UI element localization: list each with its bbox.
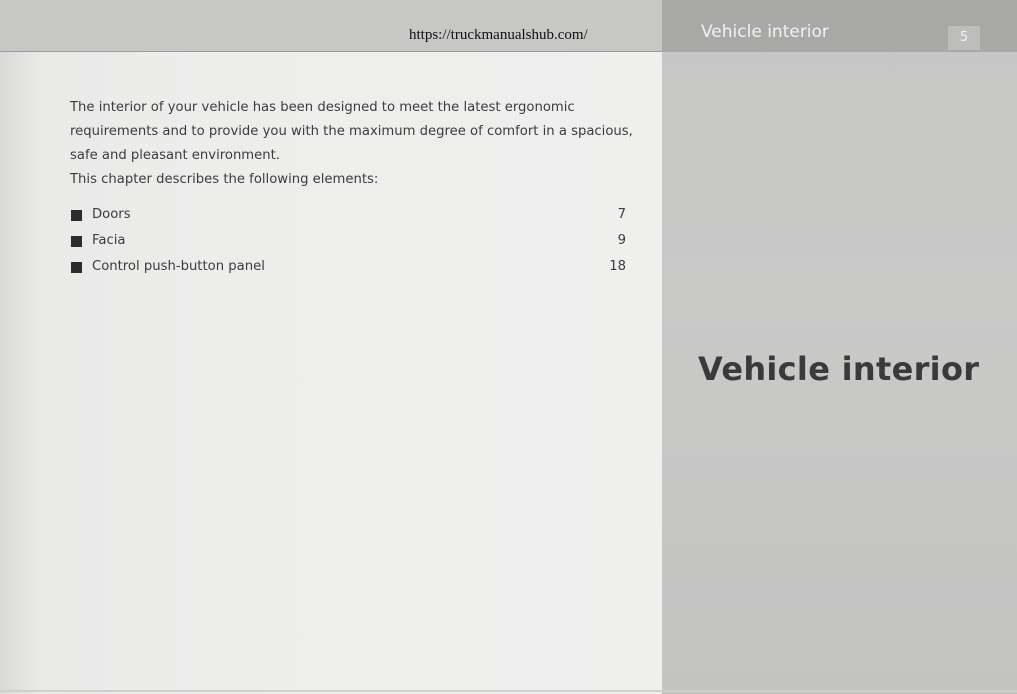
toc-item-doors <box>70 202 626 228</box>
chapter-contents-list <box>70 202 626 280</box>
toc-item-page: 7 <box>617 207 626 222</box>
intro-line: The interior of your vehicle has been designed to meet the latest ergonomic <box>70 100 575 115</box>
header-url-link[interactable]: https://truckmanualshub.com/ <box>409 27 588 43</box>
right-page <box>662 0 1017 694</box>
square-bullet-icon <box>71 210 82 221</box>
toc-item-page: 18 <box>609 259 626 274</box>
toc-item-facia <box>70 228 626 254</box>
bottom-edge <box>0 690 1017 692</box>
intro-line: safe and pleasant environment. <box>70 148 280 163</box>
toc-item-control-panel <box>70 254 626 280</box>
page-number: 5 <box>948 26 980 50</box>
square-bullet-icon <box>71 262 82 273</box>
intro-line: This chapter describes the following elements: <box>70 172 379 187</box>
header-divider <box>0 51 662 52</box>
intro-line: requirements and to provide you with the maximum degree of comfort in a spacious, <box>70 124 633 139</box>
toc-item-page: 9 <box>617 233 626 248</box>
toc-item-label: Doors <box>92 207 131 222</box>
intro-paragraph <box>70 96 640 192</box>
chapter-title: Vehicle interior <box>698 350 980 388</box>
toc-item-label: Control push-button panel <box>92 259 265 274</box>
header-section-title: Vehicle interior <box>701 22 829 42</box>
toc-item-label: Facia <box>92 233 126 248</box>
square-bullet-icon <box>71 236 82 247</box>
